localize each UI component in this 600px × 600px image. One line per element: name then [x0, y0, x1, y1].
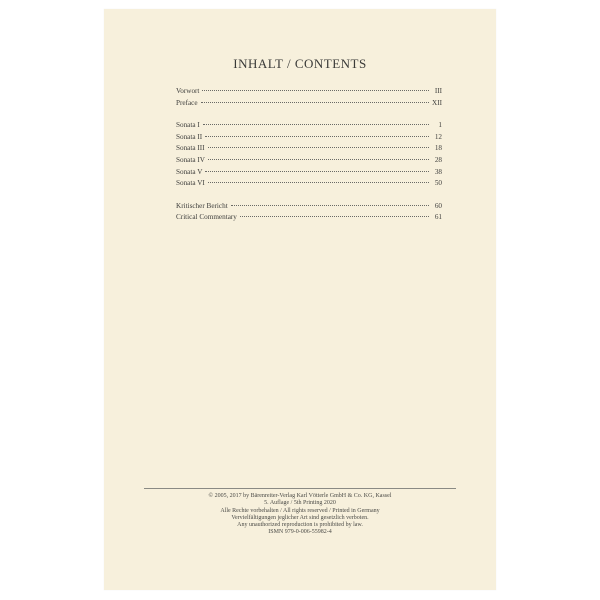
toc-entry-label: Sonata II — [176, 132, 203, 141]
toc-entry-page: 1 — [438, 121, 442, 130]
toc-entry — [176, 155, 442, 167]
colophon — [104, 493, 496, 537]
toc-entry — [176, 212, 442, 224]
dot-leader — [201, 102, 429, 103]
toc-entry — [176, 86, 442, 98]
toc-entry — [176, 132, 442, 144]
toc-entry-page: 28 — [434, 155, 442, 164]
toc-entry-label: Critical Commentary — [176, 213, 237, 222]
toc-entry-page: 61 — [434, 213, 442, 222]
toc-entry — [176, 201, 442, 213]
reproduction-notice-de: Vervielfältigungen jeglicher Art sind gesetzlich verboten. — [231, 514, 369, 521]
toc-entry — [176, 120, 442, 132]
toc-entry — [176, 167, 442, 179]
copyright-line: © 2005, 2017 by Bärenreiter-Verlag Karl Vötterle GmbH & Co. KG, Kassel — [208, 493, 392, 499]
dot-leader — [231, 205, 429, 206]
toc-entry-page: XII — [432, 98, 442, 107]
toc-entry — [176, 98, 442, 110]
toc-entry-page: 12 — [434, 132, 442, 141]
dot-leader — [208, 147, 429, 148]
toc-sonatas — [176, 120, 442, 190]
page-title: INHALT / CONTENTS — [233, 56, 367, 71]
reproduction-notice-en: Any unauthorized reproduction is prohibited by law. — [237, 522, 363, 529]
dot-leader — [202, 90, 429, 91]
toc-entry-label: Sonata I — [176, 121, 200, 130]
document-page — [104, 9, 496, 590]
dot-leader — [205, 136, 429, 137]
toc-entry-page: 60 — [434, 201, 442, 210]
toc-entry-page: 38 — [434, 167, 442, 176]
colophon-divider — [144, 488, 456, 489]
printing-line: 5. Auflage / 5th Printing 2020 — [264, 500, 336, 507]
table-of-contents — [176, 86, 442, 235]
toc-front-matter — [176, 86, 442, 109]
dot-leader — [208, 159, 429, 160]
toc-entry-label: Vorwort — [176, 87, 200, 95]
toc-entry-label: Kritischer Bericht — [176, 201, 228, 210]
toc-entry-label: Sonata IV — [176, 155, 205, 164]
toc-entry-page: III — [434, 87, 442, 95]
dot-leader — [240, 216, 429, 217]
toc-entry-label: Sonata VI — [176, 179, 205, 188]
dot-leader — [203, 124, 429, 125]
rights-line: Alle Rechte vorbehalten / All rights reserved / Printed in Germany — [220, 507, 380, 514]
dot-leader — [205, 171, 429, 172]
ismn-line: ISMN 979-0-006-55982-4 — [268, 529, 332, 536]
toc-entry-label: Preface — [176, 98, 198, 107]
toc-entry-label: Sonata V — [176, 167, 203, 176]
dot-leader — [208, 182, 429, 183]
toc-entry-page: 50 — [434, 179, 442, 188]
toc-entry — [176, 143, 442, 155]
toc-entry-label: Sonata III — [176, 144, 205, 153]
toc-entry — [176, 178, 442, 190]
toc-entry-page: 18 — [434, 144, 442, 153]
toc-back-matter — [176, 201, 442, 224]
